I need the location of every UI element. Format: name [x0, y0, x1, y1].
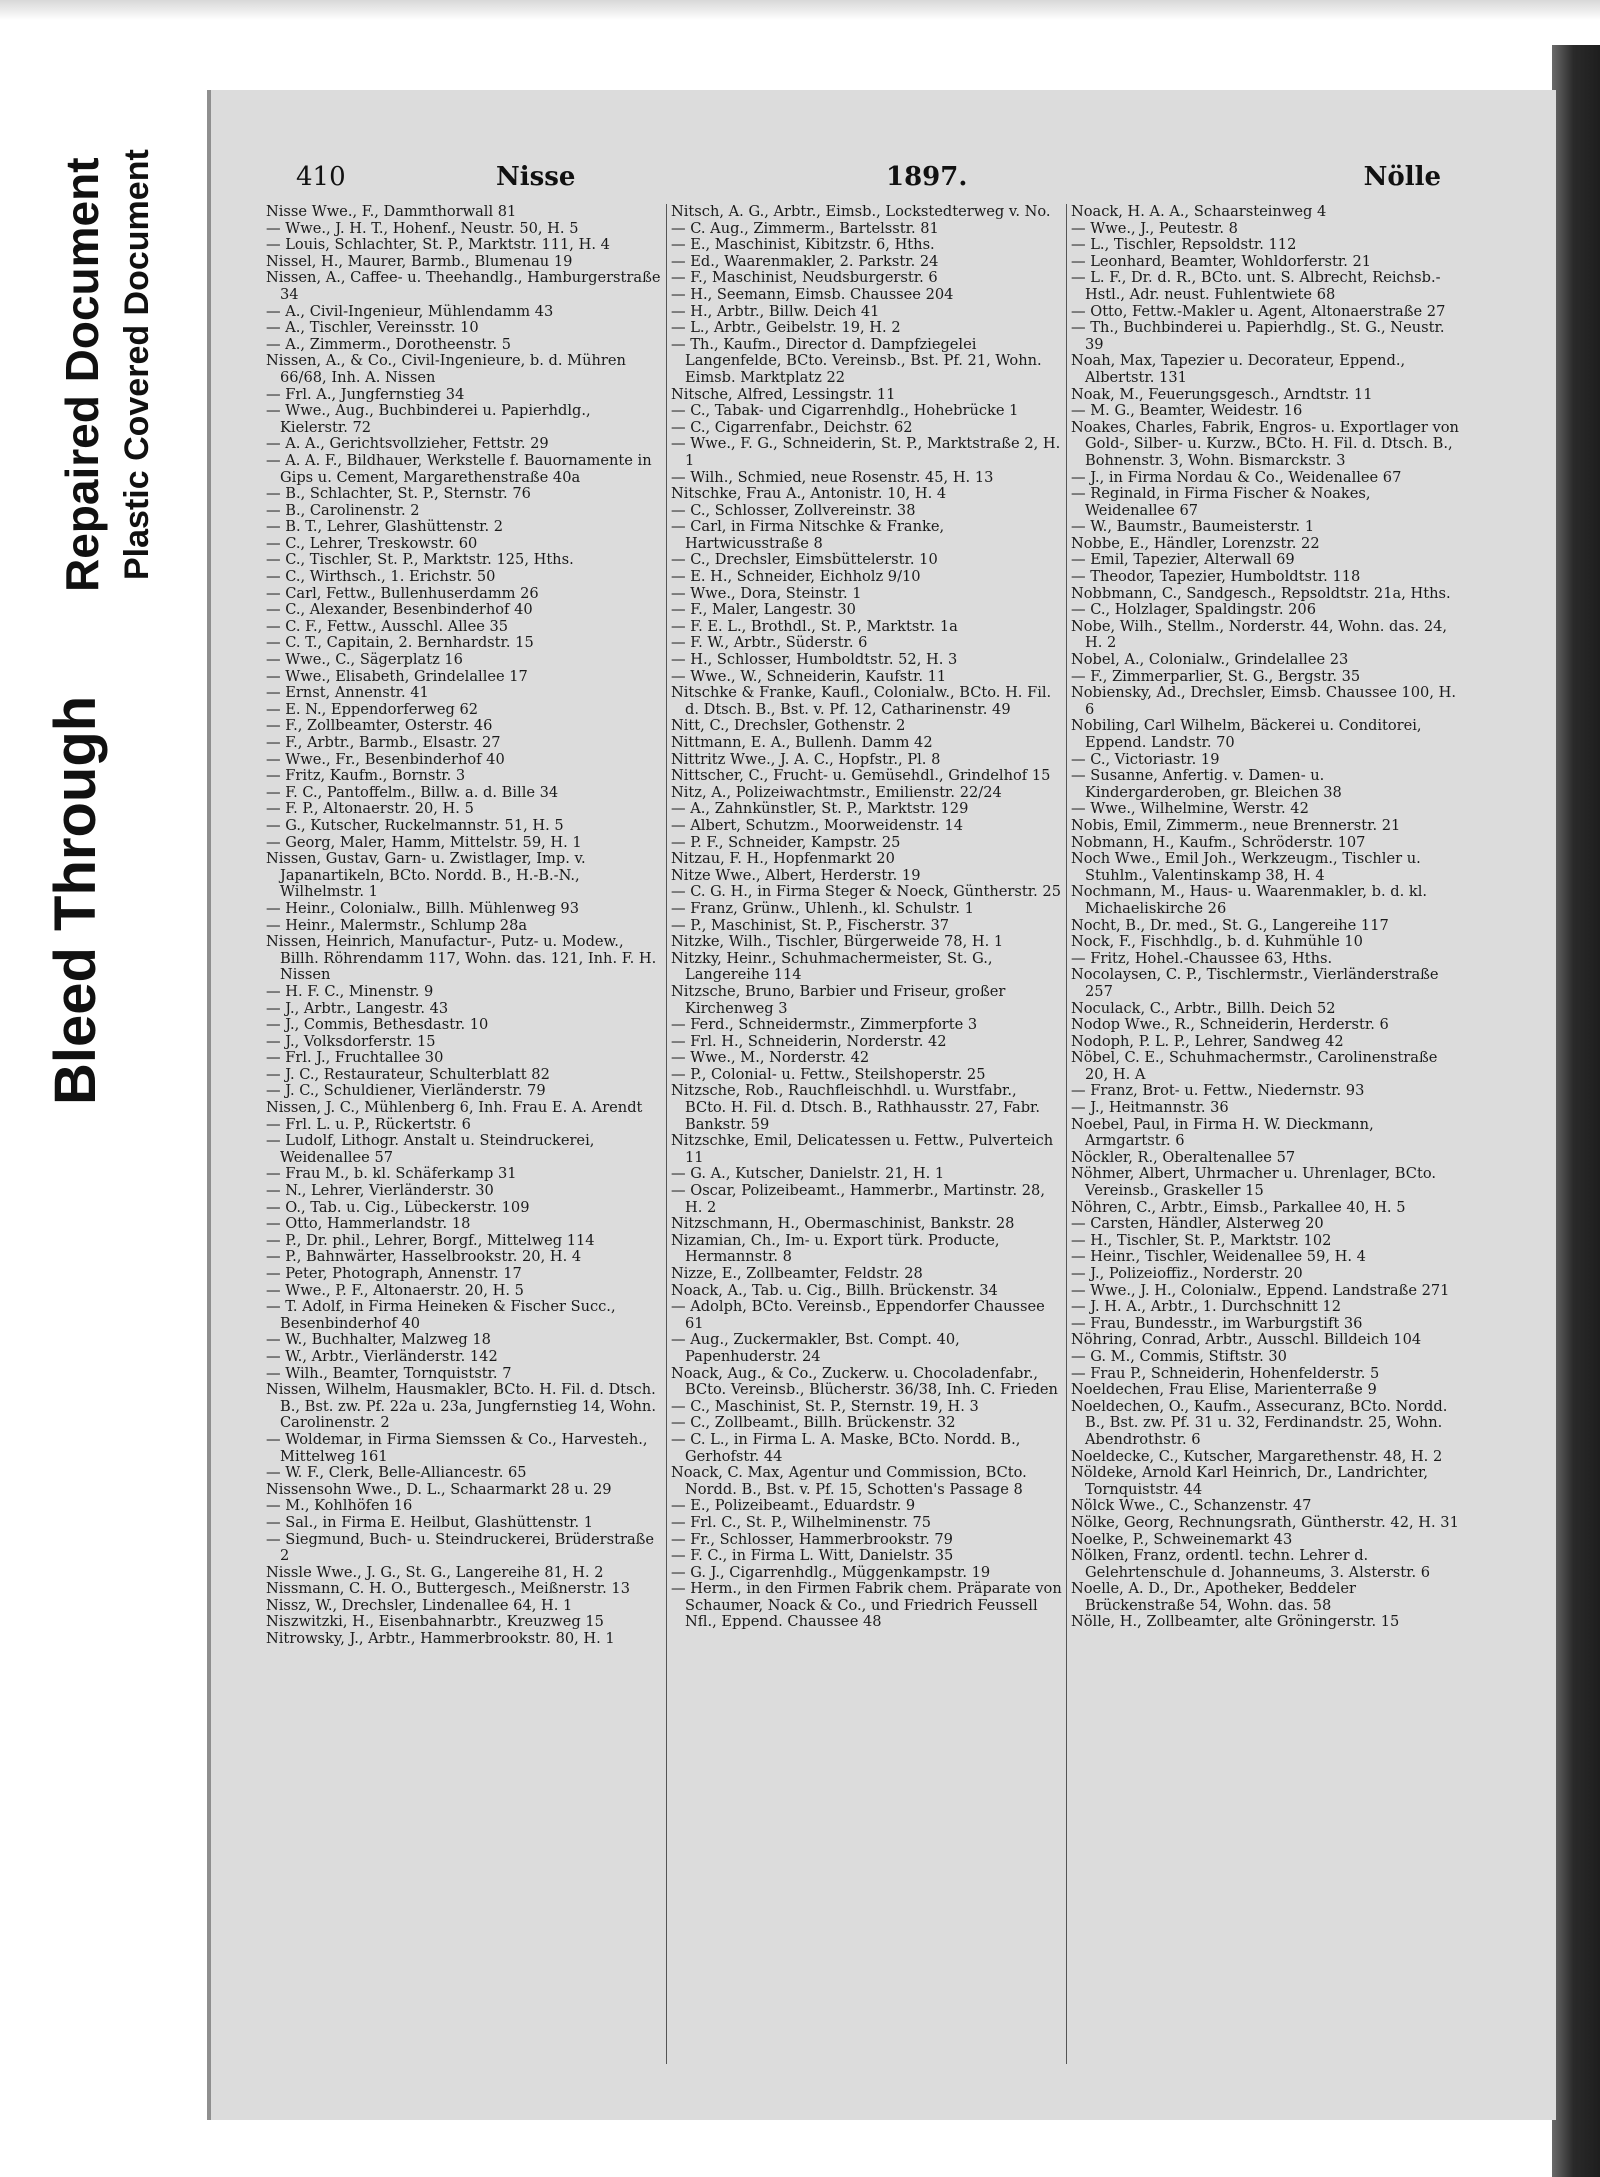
directory-entry: Nissen, A., & Co., Civil-Ingenieure, b. d. Mühren 66/68, Inh. A. Nissen [266, 352, 626, 386]
directory-entry: — Wwe., Wilhelmine, Werstr. 42 [1071, 800, 1309, 818]
directory-entry: — W., Baumstr., Baumeisterstr. 1 [1071, 518, 1315, 536]
directory-entry: — Oscar, Polizeibeamt., Hammerbr., Martinstr. 28, H. 2 [671, 1182, 1045, 1216]
directory-entry: — Wwe., W., Schneiderin, Kaufstr. 11 [671, 667, 947, 685]
directory-entry: — F., Zollbeamter, Osterstr. 46 [266, 717, 493, 735]
directory-entry: — Frl. A., Jungfernstieg 34 [266, 385, 465, 403]
directory-entry: Nizamian, Ch., Im- u. Export türk. Producte, Hermannstr. 8 [671, 1231, 1000, 1266]
directory-entry: Noah, Max, Tapezier u. Decorateur, Eppend., Albertstr. 131 [1071, 352, 1406, 386]
directory-entry: — Wilh., Beamter, Tornquiststr. 7 [266, 1364, 512, 1382]
directory-entry: — Theodor, Tapezier, Humboldtstr. 118 [1071, 568, 1361, 586]
directory-entry: — M., Kohlhöfen 16 [266, 1497, 413, 1515]
directory-entry: Noack, Aug., & Co., Zuckerw. u. Chocoladenfabr., BCto. Vereinsb., Blücherstr. 36/38, Inh. C. Frieden [671, 1364, 1058, 1399]
directory-entry: — P., Colonial- u. Fettw., Steilshoperstr. 25 [671, 1065, 986, 1083]
directory-entry: — F., Maler, Langestr. 30 [671, 601, 856, 619]
directory-entry: — F. E. L., Brothdl., St. P., Marktstr. 1a [671, 617, 958, 635]
directory-entry: Nölck Wwe., C., Schanzenstr. 47 [1071, 1497, 1312, 1515]
directory-entry: — C. G. H., in Firma Steger & Noeck, Güntherstr. 25 [671, 883, 1061, 901]
directory-entry: — C., Victoriastr. 19 [1071, 750, 1220, 768]
directory-entry: — Sal., in Firma E. Heilbut, Glashüttenstr. 1 [266, 1513, 594, 1531]
directory-entry: — P., Maschinist, St. P., Fischerstr. 37 [671, 916, 950, 934]
directory-entry: — L., Tischler, Repsoldstr. 112 [1071, 236, 1297, 254]
directory-entry: — J. C., Restaurateur, Schulterblatt 82 [266, 1065, 550, 1083]
directory-entry: — J., in Firma Nordau & Co., Weidenallee 67 [1071, 468, 1402, 486]
directory-entry: — C., Wirthsch., 1. Erichstr. 50 [266, 568, 496, 586]
directory-entry: — J., Volksdorferstr. 15 [266, 1032, 436, 1050]
directory-entry: — B., Schlachter, St. P., Sternstr. 76 [266, 485, 531, 503]
directory-entry: Noack, H. A. A., Schaarsteinweg 4 [1071, 204, 1327, 220]
directory-entry: — C., Cigarrenfabr., Deichstr. 62 [671, 418, 913, 436]
directory-entry: — G. J., Cigarrenhdlg., Müggenkampstr. 19 [671, 1563, 991, 1581]
directory-entry: — Herm., in den Firmen Fabrik chem. Präparate von Schaumer, Noack & Co., und Friedrich Feussell Nfl., Eppend. Chaussee 48 [671, 1580, 1062, 1631]
running-head-right: Nölle [1363, 162, 1441, 192]
directory-entry: — Carl, in Firma Nitschke & Franke, Hartwicusstraße 8 [671, 518, 945, 552]
directory-entry: — F., Arbtr., Barmb., Elsastr. 27 [266, 734, 501, 751]
directory-entry: Nitzau, F. H., Hopfenmarkt 20 [671, 850, 895, 868]
directory-entry: Nissmann, C. H. O., Buttergesch., Meißnerstr. 13 [266, 1580, 630, 1598]
directory-entry: Nittmann, E. A., Bullenh. Damm 42 [671, 734, 933, 751]
directory-entry: — Frl. C., St. P., Wilhelminenstr. 75 [671, 1513, 932, 1531]
directory-entry: — C., Holzlager, Spaldingstr. 206 [1071, 601, 1316, 619]
directory-entry: Nobis, Emil, Zimmerm., neue Brennerstr. 21 [1071, 816, 1401, 834]
directory-entry: Nochmann, M., Haus- u. Waarenmakler, b. d. kl. Michaeliskirche 26 [1071, 883, 1428, 917]
directory-entry: — E. N., Eppendorferweg 62 [266, 700, 479, 718]
running-head-left: Nisse [496, 162, 576, 192]
directory-column-2 [666, 204, 1062, 2064]
directory-entry: Nöhring, Conrad, Arbtr., Ausschl. Billdeich 104 [1071, 1331, 1422, 1349]
directory-entry: — E., Maschinist, Kibitzstr. 6, Hths. [671, 236, 935, 254]
directory-entry: — A., Civil-Ingenieur, Mühlendamm 43 [266, 302, 554, 320]
directory-entry: — Franz, Grünw., Uhlenh., kl. Schulstr. 1 [671, 899, 974, 917]
directory-entry: — Heinr., Colonialw., Billh. Mühlenweg 93 [266, 899, 579, 917]
directory-entry: Noculack, C., Arbtr., Billh. Deich 52 [1071, 999, 1336, 1017]
directory-entry: — Frl. J., Fruchtallee 30 [266, 1049, 444, 1067]
directory-entry: Nitrowsky, J., Arbtr., Hammerbrookstr. 80, H. 1 [266, 1630, 615, 1648]
directory-entry: — Frau M., b. kl. Schäferkamp 31 [266, 1165, 517, 1183]
directory-entry: — J., Polizeioffiz., Norderstr. 20 [1071, 1265, 1303, 1282]
directory-entry: Noebel, Paul, in Firma H. W. Dieckmann, Armgartstr. 6 [1071, 1115, 1374, 1150]
scanned-page [207, 90, 1556, 2120]
directory-entry: — Heinr., Malermstr., Schlump 28a [266, 916, 528, 934]
directory-entry: — Wwe., Fr., Besenbinderhof 40 [266, 750, 505, 768]
directory-entry: — B. T., Lehrer, Glashüttenstr. 2 [266, 518, 504, 536]
plastic-covered-label: Plastic Covered Document [118, 149, 156, 580]
directory-entry: — C. Aug., Zimmerm., Bartelsstr. 81 [671, 219, 939, 237]
directory-entry: — Th., Buchbinderei u. Papierhdlg., St. G., Neustr. 39 [1071, 319, 1445, 353]
directory-entry: — C., Drechsler, Eimsbüttelerstr. 10 [671, 551, 938, 569]
directory-entry: — A. A. F., Bildhauer, Werkstelle f. Bauornamente in Gips u. Cement, Margarethenstraße 40a [266, 451, 652, 486]
directory-entry: — Woldemar, in Firma Siemssen & Co., Harvesteh., Mittelweg 161 [266, 1430, 648, 1465]
directory-entry: Nobbe, E., Händler, Lorenzstr. 22 [1071, 534, 1320, 552]
directory-entry: — Fritz, Hohel.-Chaussee 63, Hths. [1071, 949, 1333, 967]
directory-entry: — J., Commis, Bethesdastr. 10 [266, 1016, 489, 1034]
directory-entry: — L. F., Dr. d. R., BCto. unt. S. Albrecht, Reichsb.-Hstl., Adr. neust. Fuhlentwiete 68 [1071, 269, 1441, 303]
directory-entry: Nitt, C., Drechsler, Gothenstr. 2 [671, 717, 906, 735]
directory-entry: — A., Zahnkünstler, St. P., Marktstr. 129 [671, 800, 969, 818]
directory-entry: — J. H. A., Arbtr., 1. Durchschnitt 12 [1071, 1298, 1341, 1316]
directory-entry: — F. W., Arbtr., Süderstr. 6 [671, 634, 868, 652]
directory-entry: Nöhren, C., Arbtr., Eimsb., Parkallee 40, H. 5 [1071, 1198, 1406, 1216]
directory-entry: Noelle, A. D., Dr., Apotheker, Beddeler Brückenstraße 54, Wohn. das. 58 [1071, 1580, 1357, 1614]
directory-entry: — C. T., Capitain, 2. Bernhardstr. 15 [266, 634, 534, 652]
directory-entry: Nitschke & Franke, Kaufl., Colonialw., BCto. H. Fil. d. Dtsch. B., Bst. v. Pf. 12, Catharinenstr. 49 [671, 684, 1052, 718]
directory-entry: Nocolaysen, C. P., Tischlermstr., Vierländerstraße 257 [1071, 966, 1439, 1000]
directory-entry: — Ed., Waarenmakler, 2. Parkstr. 24 [671, 252, 939, 270]
directory-entry: Nöckler, R., Oberaltenallee 57 [1071, 1148, 1296, 1166]
directory-entry: Nölken, Franz, ordentl. techn. Lehrer d. Gelehrtenschule d. Johanneums, 3. Alsterstr. 6 [1071, 1547, 1431, 1581]
page-number: 410 [296, 162, 346, 192]
directory-entry: Nobbmann, C., Sandgesch., Repsoldtstr. 21a, Hths. [1071, 584, 1451, 602]
directory-entry: — Wilh., Schmied, neue Rosenstr. 45, H. 13 [671, 468, 994, 486]
directory-column-3 [1066, 204, 1462, 2064]
directory-entry: Nisse Wwe., F., Dammthorwall 81 [266, 204, 517, 220]
directory-columns [266, 204, 1461, 2064]
running-head-year: 1897. [886, 162, 968, 192]
directory-entry: Nitsch, A. G., Arbtr., Eimsb., Lockstedterweg v. No. [671, 204, 1051, 220]
directory-entry: — Siegmund, Buch- u. Steindruckerei, Brüderstraße 2 [266, 1530, 655, 1565]
directory-entry: — Th., Kaufm., Director d. Dampfziegelei Langenfelde, BCto. Vereinsb., Bst. Pf. 21, Wohn. Eimsb. Marktplatz 22 [671, 335, 1042, 386]
directory-entry: — C. L., in Firma L. A. Maske, BCto. Nordd. B., Gerhofstr. 44 [671, 1430, 1021, 1465]
directory-entry: Noakes, Charles, Fabrik, Engros- u. Exportlager von Gold-, Silber- u. Kurzw., BCto. H. Fil. d. Dtsch. B., Bohnenstr. 3, Wohn. Bismarckstr. 3 [1071, 418, 1459, 469]
directory-entry: — C., Alexander, Besenbinderhof 40 [266, 601, 533, 619]
directory-entry: — Carsten, Händler, Alsterweg 20 [1071, 1215, 1324, 1233]
directory-entry: Nölle, H., Zollbeamter, alte Gröningerstr. 15 [1071, 1613, 1400, 1631]
directory-entry: — Frau P., Schneiderin, Hohenfelderstr. 5 [1071, 1364, 1380, 1382]
directory-entry: Nittritz Wwe., J. A. C., Hopfstr., Pl. 8 [671, 750, 941, 768]
bleed-through-label: Bleed Through [43, 695, 108, 1105]
directory-entry: — C., Maschinist, St. P., Sternstr. 19, H. 3 [671, 1397, 979, 1415]
directory-entry: — Ferd., Schneidermstr., Zimmerpforte 3 [671, 1016, 978, 1034]
directory-entry: — Heinr., Tischler, Weidenallee 59, H. 4 [1071, 1248, 1366, 1266]
directory-entry: — Wwe., C., Sägerplatz 16 [266, 651, 463, 669]
directory-entry: — W., Arbtr., Vierländerstr. 142 [266, 1347, 498, 1365]
directory-entry: — Wwe., P. F., Altonaerstr. 20, H. 5 [266, 1281, 524, 1299]
directory-entry: — Reginald, in Firma Fischer & Noakes, Weidenallee 67 [1071, 485, 1371, 519]
directory-entry: — Susanne, Anfertig. v. Damen- u. Kindergarderoben, gr. Bleichen 38 [1071, 767, 1342, 801]
directory-entry: — F. C., in Firma L. Witt, Danielstr. 35 [671, 1547, 954, 1565]
directory-entry: Noack, A., Tab. u. Cig., Billh. Brückenstr. 34 [671, 1281, 998, 1299]
directory-entry: Nodoph, P. L. P., Lehrer, Sandweg 42 [1071, 1032, 1344, 1050]
directory-entry: — T. Adolf, in Firma Heineken & Fischer Succ., Besenbinderhof 40 [266, 1298, 616, 1332]
directory-entry: Nittscher, C., Frucht- u. Gemüsehdl., Grindelhof 15 [671, 767, 1051, 785]
directory-entry: — Wwe., F. G., Schneiderin, St. P., Marktstraße 2, H. 1 [671, 435, 1061, 469]
directory-entry: — Wwe., Elisabeth, Grindelallee 17 [266, 667, 528, 685]
directory-entry: — J. C., Schuldiener, Vierländerstr. 79 [266, 1082, 546, 1100]
directory-entry: Noak, M., Feuerungsgesch., Arndtstr. 11 [1071, 385, 1373, 403]
directory-entry: — Frau, Bundesstr., im Warburgstift 36 [1071, 1314, 1363, 1332]
directory-entry: — Otto, Fettw.-Makler u. Agent, Altonaerstraße 27 [1071, 302, 1446, 320]
directory-entry: — F. P., Altonaerstr. 20, H. 5 [266, 800, 474, 818]
directory-entry: — Adolph, BCto. Vereinsb., Eppendorfer Chaussee 61 [671, 1298, 1045, 1332]
directory-entry: — F., Maschinist, Neudsburgerstr. 6 [671, 269, 938, 287]
directory-entry: Niszwitzki, H., Eisenbahnarbtr., Kreuzweg 15 [266, 1613, 604, 1631]
directory-entry: Nitzsche, Bruno, Barbier und Friseur, großer Kirchenweg 3 [671, 982, 1006, 1017]
directory-entry: — Aug., Zuckermakler, Bst. Compt. 40, Papenhuderstr. 24 [671, 1331, 960, 1365]
directory-entry: — Wwe., J. H., Colonialw., Eppend. Landstraße 271 [1071, 1281, 1450, 1299]
directory-entry: Nitze Wwe., Albert, Herderstr. 19 [671, 866, 921, 884]
directory-entry: — Fritz, Kaufm., Bornstr. 3 [266, 767, 466, 785]
directory-entry: — H. F. C., Minenstr. 9 [266, 982, 434, 1000]
directory-entry: — Carl, Fettw., Bullenhuserdamm 26 [266, 584, 539, 602]
directory-entry: — A. A., Gerichtsvollzieher, Fettstr. 29 [266, 435, 549, 453]
directory-entry: Nitzsche, Rob., Rauchfleischhdl. u. Wurstfabr., BCto. H. Fil. d. Dtsch. B., Rathhausstr. 27, Fabr. Bankstr. 59 [671, 1082, 1041, 1133]
directory-entry: Nobmann, H., Kaufm., Schröderstr. 107 [1071, 833, 1366, 851]
directory-entry: — Ludolf, Lithogr. Anstalt u. Steindruckerei, Weidenallee 57 [266, 1132, 595, 1166]
directory-entry: Nitzky, Heinr., Schuhmachermeister, St. G., Langereihe 114 [671, 949, 993, 984]
directory-entry: Nobiensky, Ad., Drechsler, Eimsb. Chaussee 100, H. 6 [1071, 684, 1456, 718]
directory-entry: — Frl. H., Schneiderin, Norderstr. 42 [671, 1032, 947, 1050]
directory-entry: — C., Tabak- und Cigarrenhdlg., Hohebrücke 1 [671, 402, 1019, 420]
directory-entry: Nissensohn Wwe., D. L., Schaarmarkt 28 u. 29 [266, 1480, 612, 1498]
directory-entry: Nock, F., Fischhdlg., b. d. Kuhmühle 10 [1071, 933, 1363, 951]
directory-entry: — Georg, Maler, Hamm, Mittelstr. 59, H. 1 [266, 833, 582, 851]
directory-entry: Nöbel, C. E., Schuhmachermstr., Carolinenstraße 20, H. A [1071, 1049, 1438, 1083]
directory-entry: — Wwe., Aug., Buchbinderei u. Papierhdlg., Kielerstr. 72 [266, 402, 591, 436]
directory-entry: Noeldechen, Frau Elise, Marienterraße 9 [1071, 1381, 1377, 1399]
directory-entry: Nitsche, Alfred, Lessingstr. 11 [671, 385, 896, 403]
directory-entry: Nizze, E., Zollbeamter, Feldstr. 28 [671, 1265, 923, 1282]
directory-entry: — O., Tab. u. Cig., Lübeckerstr. 109 [266, 1198, 530, 1216]
directory-entry: — Wwe., J. H. T., Hohenf., Neustr. 50, H. 5 [266, 219, 579, 237]
page-content [266, 162, 1461, 2072]
directory-entry: — A., Tischler, Vereinsstr. 10 [266, 319, 479, 337]
directory-entry: — P. F., Schneider, Kampstr. 25 [671, 833, 901, 851]
directory-entry: — G., Kutscher, Ruckelmannstr. 51, H. 5 [266, 816, 564, 834]
directory-entry: Nobel, A., Colonialw., Grindelallee 23 [1071, 651, 1349, 669]
directory-entry: — Albert, Schutzm., Moorweidenstr. 14 [671, 816, 964, 834]
directory-entry: — Emil, Tapezier, Alterwall 69 [1071, 551, 1295, 569]
directory-entry: Nitz, A., Polizeiwachtmstr., Emilienstr. 22/24 [671, 783, 1002, 801]
directory-entry: — E., Polizeibeamt., Eduardstr. 9 [671, 1497, 916, 1515]
directory-entry: Nissen, Wilhelm, Hausmakler, BCto. H. Fil. d. Dtsch. B., Bst. zw. Pf. 22a u. 23a, Jungfernstieg 14, Wohn. Carolinenstr. 2 [266, 1381, 656, 1432]
directory-entry: — P., Dr. phil., Lehrer, Borgf., Mittelweg 114 [266, 1231, 595, 1249]
directory-entry: Nitzke, Wilh., Tischler, Bürgerweide 78, H. 1 [671, 933, 1004, 951]
directory-entry: — Fr., Schlosser, Hammerbrookstr. 79 [671, 1530, 953, 1548]
directory-entry: — F. C., Pantoffelm., Billw. a. d. Bille 34 [266, 783, 559, 801]
directory-entry: — A., Zimmerm., Dorotheenstr. 5 [266, 335, 512, 353]
directory-entry: — J., Heitmannstr. 36 [1071, 1099, 1229, 1117]
directory-entry: Noeldecke, C., Kutscher, Margarethenstr. 48, H. 2 [1071, 1447, 1443, 1465]
directory-entry: — H., Arbtr., Billw. Deich 41 [671, 302, 880, 320]
directory-entry: — C., Lehrer, Treskowstr. 60 [266, 534, 478, 552]
directory-entry: Noeldechen, O., Kaufm., Assecuranz, BCto. Nordd. B., Bst. zw. Pf. 31 u. 32, Ferdinandstr. 25, Wohn. Abendrothstr. 6 [1071, 1397, 1448, 1448]
directory-entry: — Wwe., M., Norderstr. 42 [671, 1049, 870, 1067]
directory-entry: Nissen, Heinrich, Manufactur-, Putz- u. Modew., Billh. Röhrendamm 117, Wohn. das. 121, Inh. F. H. Nissen [266, 933, 657, 984]
directory-entry: — C. F., Fettw., Ausschl. Allee 35 [266, 617, 509, 635]
directory-entry: Nissen, A., Caffee- u. Theehandlg., Hamburgerstraße 34 [266, 269, 661, 303]
directory-entry: Nobiling, Carl Wilhelm, Bäckerei u. Conditorei, Eppend. Landstr. 70 [1071, 717, 1422, 751]
repaired-document-label: Repaired Document [56, 157, 108, 592]
directory-entry: Noack, C. Max, Agentur und Commission, BCto. Nordd. B., Bst. v. Pf. 15, Schotten's Passage 8 [671, 1464, 1027, 1498]
directory-entry: — C., Tischler, St. P., Marktstr. 125, Hths. [266, 551, 574, 569]
directory-entry: — E. H., Schneider, Eichholz 9/10 [671, 568, 921, 586]
directory-entry: Nodop Wwe., R., Schneiderin, Herderstr. 6 [1071, 1016, 1389, 1034]
directory-entry: — Franz, Brot- u. Fettw., Niedernstr. 93 [1071, 1082, 1365, 1100]
directory-column-1 [266, 204, 661, 2064]
directory-entry: — F., Zimmerparlier, St. G., Bergstr. 35 [1071, 667, 1361, 685]
directory-entry: — Frl. L. u. P., Rückertstr. 6 [266, 1115, 471, 1133]
directory-entry: — H., Tischler, St. P., Marktstr. 102 [1071, 1231, 1332, 1249]
directory-entry: — Otto, Hammerlandstr. 18 [266, 1215, 471, 1233]
directory-entry: — Leonhard, Beamter, Wohldorferstr. 21 [1071, 252, 1372, 270]
directory-entry: — L., Arbtr., Geibelstr. 19, H. 2 [671, 319, 901, 337]
directory-entry: Noch Wwe., Emil Joh., Werkzeugm., Tischler u. Stuhlm., Valentinskamp 38, H. 4 [1071, 850, 1421, 884]
directory-entry: Nocht, B., Dr. med., St. G., Langereihe 117 [1071, 916, 1389, 934]
directory-entry: — Peter, Photograph, Annenstr. 17 [266, 1265, 522, 1282]
directory-entry: Nissen, J. C., Mühlenberg 6, Inh. Frau E. A. Arendt [266, 1099, 643, 1117]
directory-entry: — M. G., Beamter, Weidestr. 16 [1071, 402, 1303, 420]
directory-entry: — N., Lehrer, Vierländerstr. 30 [266, 1182, 494, 1200]
directory-entry: — H., Schlosser, Humboldtstr. 52, H. 3 [671, 651, 958, 669]
directory-entry: — Louis, Schlachter, St. P., Marktstr. 111, H. 4 [266, 236, 610, 254]
directory-entry: Nobe, Wilh., Stellm., Norderstr. 44, Wohn. das. 24, H. 2 [1071, 617, 1448, 652]
directory-entry: Nöhmer, Albert, Uhrmacher u. Uhrenlager, BCto. Vereinsb., Graskeller 15 [1071, 1165, 1436, 1200]
directory-entry: — B., Carolinenstr. 2 [266, 501, 420, 519]
directory-entry: Nissen, Gustav, Garn- u. Zwistlager, Imp. v. Japanartikeln, BCto. Nordd. B., H.-B.-N., Wilhelmstr. 1 [266, 850, 586, 901]
directory-entry: — Wwe., J., Peutestr. 8 [1071, 219, 1238, 237]
scan-top-shadow [0, 0, 1600, 20]
page-header [266, 162, 1461, 200]
directory-entry: — H., Seemann, Eimsb. Chaussee 204 [671, 285, 954, 303]
directory-entry: — W. F., Clerk, Belle-Alliancestr. 65 [266, 1464, 527, 1482]
directory-entry: — C., Zollbeamt., Billh. Brückenstr. 32 [671, 1414, 956, 1432]
directory-entry: Nitschke, Frau A., Antonistr. 10, H. 4 [671, 485, 947, 503]
directory-entry: Nitzschke, Emil, Delicatessen u. Fettw., Pulverteich 11 [671, 1132, 1054, 1166]
directory-entry: Noelke, P., Schweinemarkt 43 [1071, 1530, 1293, 1548]
directory-entry: — W., Buchhalter, Malzweg 18 [266, 1331, 491, 1349]
directory-entry: Nitzschmann, H., Obermaschinist, Bankstr. 28 [671, 1215, 1015, 1233]
directory-entry: — J., Arbtr., Langestr. 43 [266, 999, 449, 1017]
directory-entry: — C., Schlosser, Zollvereinstr. 38 [671, 501, 916, 519]
directory-entry: Nissle Wwe., J. G., St. G., Langereihe 81, H. 2 [266, 1563, 604, 1581]
directory-entry: Nissel, H., Maurer, Barmb., Blumenau 19 [266, 252, 573, 270]
directory-entry: Nissz, W., Drechsler, Lindenallee 64, H. 1 [266, 1596, 573, 1614]
directory-entry: Nöldeke, Arnold Karl Heinrich, Dr., Landrichter, Tornquiststr. 44 [1071, 1464, 1428, 1498]
directory-entry: Nölke, Georg, Rechnungsrath, Güntherstr. 42, H. 31 [1071, 1513, 1459, 1531]
directory-entry: — Wwe., Dora, Steinstr. 1 [671, 584, 862, 602]
directory-entry: — G. A., Kutscher, Danielstr. 21, H. 1 [671, 1165, 945, 1183]
dark-page-edge [1552, 45, 1600, 2177]
directory-entry: — Ernst, Annenstr. 41 [266, 684, 429, 702]
directory-entry: — G. M., Commis, Stiftstr. 30 [1071, 1347, 1287, 1365]
directory-entry: — P., Bahnwärter, Hasselbrookstr. 20, H. 4 [266, 1248, 582, 1266]
